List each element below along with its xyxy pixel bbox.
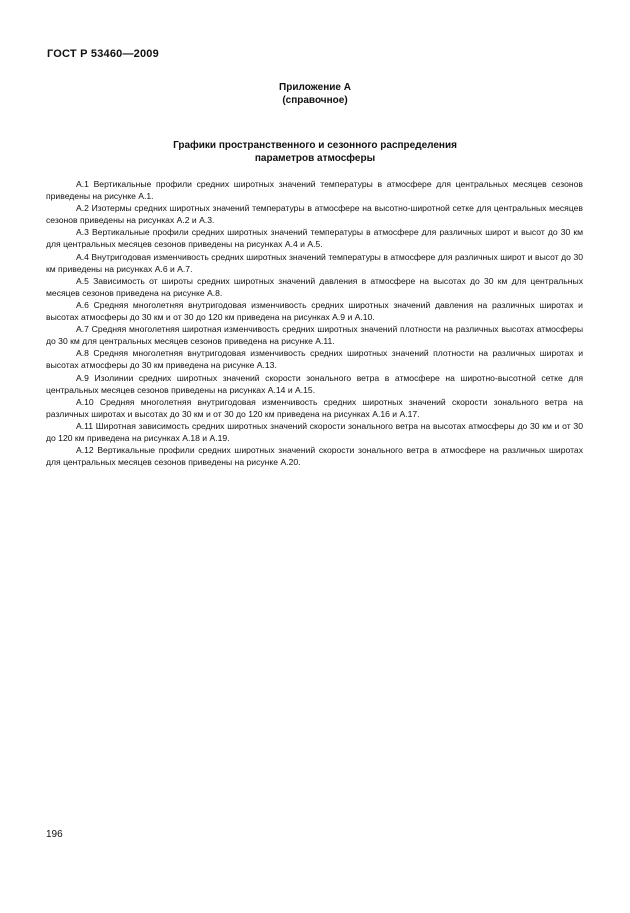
appendix-title: Приложение А [279, 82, 351, 93]
section-title-line-2: параметров атмосферы [254, 152, 376, 164]
paragraph-a8: А.8 Средняя многолетняя внутригодовая изменчивость средних широтных значений плотности на различных широтах и высотах атмосферы до 30 км приведена на рисунке А.13. [46, 348, 583, 371]
appendix-heading [0, 81, 630, 107]
paragraph-a11: А.11 Широтная зависимость средних широтных значений скорости зонального ветра на высотах атмосферы до 30 км и от 30 до 120 км приведена на рисунках А.18 и А.19. [46, 420, 583, 443]
paragraph-a5: А.5 Зависимость от широты средних широтных значений давления в атмосфере на высотах до 30 км для центральных месяцев сезонов приведена на рисунке А.8. [46, 275, 583, 298]
paragraph-a3: А.3 Вертикальные профили средних широтных значений температуры в атмосфере для различных широт и высот до 30 км для центральных месяцев сезонов приведены на рисунках А.4 и А.5. [46, 227, 583, 250]
body-text [46, 178, 583, 468]
paragraph-a6: А.6 Средняя многолетняя внутригодовая изменчивость средних широтных значений давления на различных широтах и высотах атмосферы до 30 км и от 30 до 120 км приведена на рисунках А.9 и А.10. [46, 299, 583, 323]
paragraph-a1: А.1 Вертикальные профили средних широтных значений температуры в атмосфере для центральных месяцев сезонов приведены на рисунке А.1. [46, 179, 583, 202]
section-title [0, 140, 630, 165]
paragraph-a4: А.4 Внутригодовая изменчивость средних широтных значений температуры в атмосфере для различных широт и высот до 30 км приведены на рисунках А.6 и А.7. [46, 251, 583, 274]
standard-code: ГОСТ Р 53460—2009 [47, 48, 159, 60]
page-number: 196 [46, 829, 63, 840]
paragraph-a9: А.9 Изолинии средних широтных значений скорости зонального ветра в атмосфере на широтно-высотной сетке для центральных месяцев сезонов приведены на рисунках А.14 и А.15. [46, 372, 583, 395]
appendix-subtitle: (справочное) [282, 95, 348, 106]
paragraph-a2: А.2 Изотермы средних широтных значений температуры в атмосфере на высотно-широтной сетке для центральных месяцев сезонов приведены на рисунках А.2 и А.3. [46, 203, 583, 226]
paragraph-a10: А.10 Средняя многолетняя внутригодовая изменчивость средних широтных значений скорости зонального ветра на различных широтах и высотах до 30 км и от 30 до 120 км приведена на рисунках А.16 и А.17. [46, 396, 583, 419]
paragraph-a12: А.12 Вертикальные профили средних широтных значений скорости зонального ветра в атмосфере на различных широтах для центральных месяцев сезонов приведены на рисунке А.20. [46, 445, 583, 468]
section-title-line-1: Графики пространственного и сезонного распределения [173, 140, 457, 151]
paragraph-a7: А.7 Средняя многолетняя широтная изменчивость средних широтных значений плотности на различных высотах атмосферы до 30 км для центральных месяцев сезонов приведена на рисунке А.11. [46, 324, 583, 347]
